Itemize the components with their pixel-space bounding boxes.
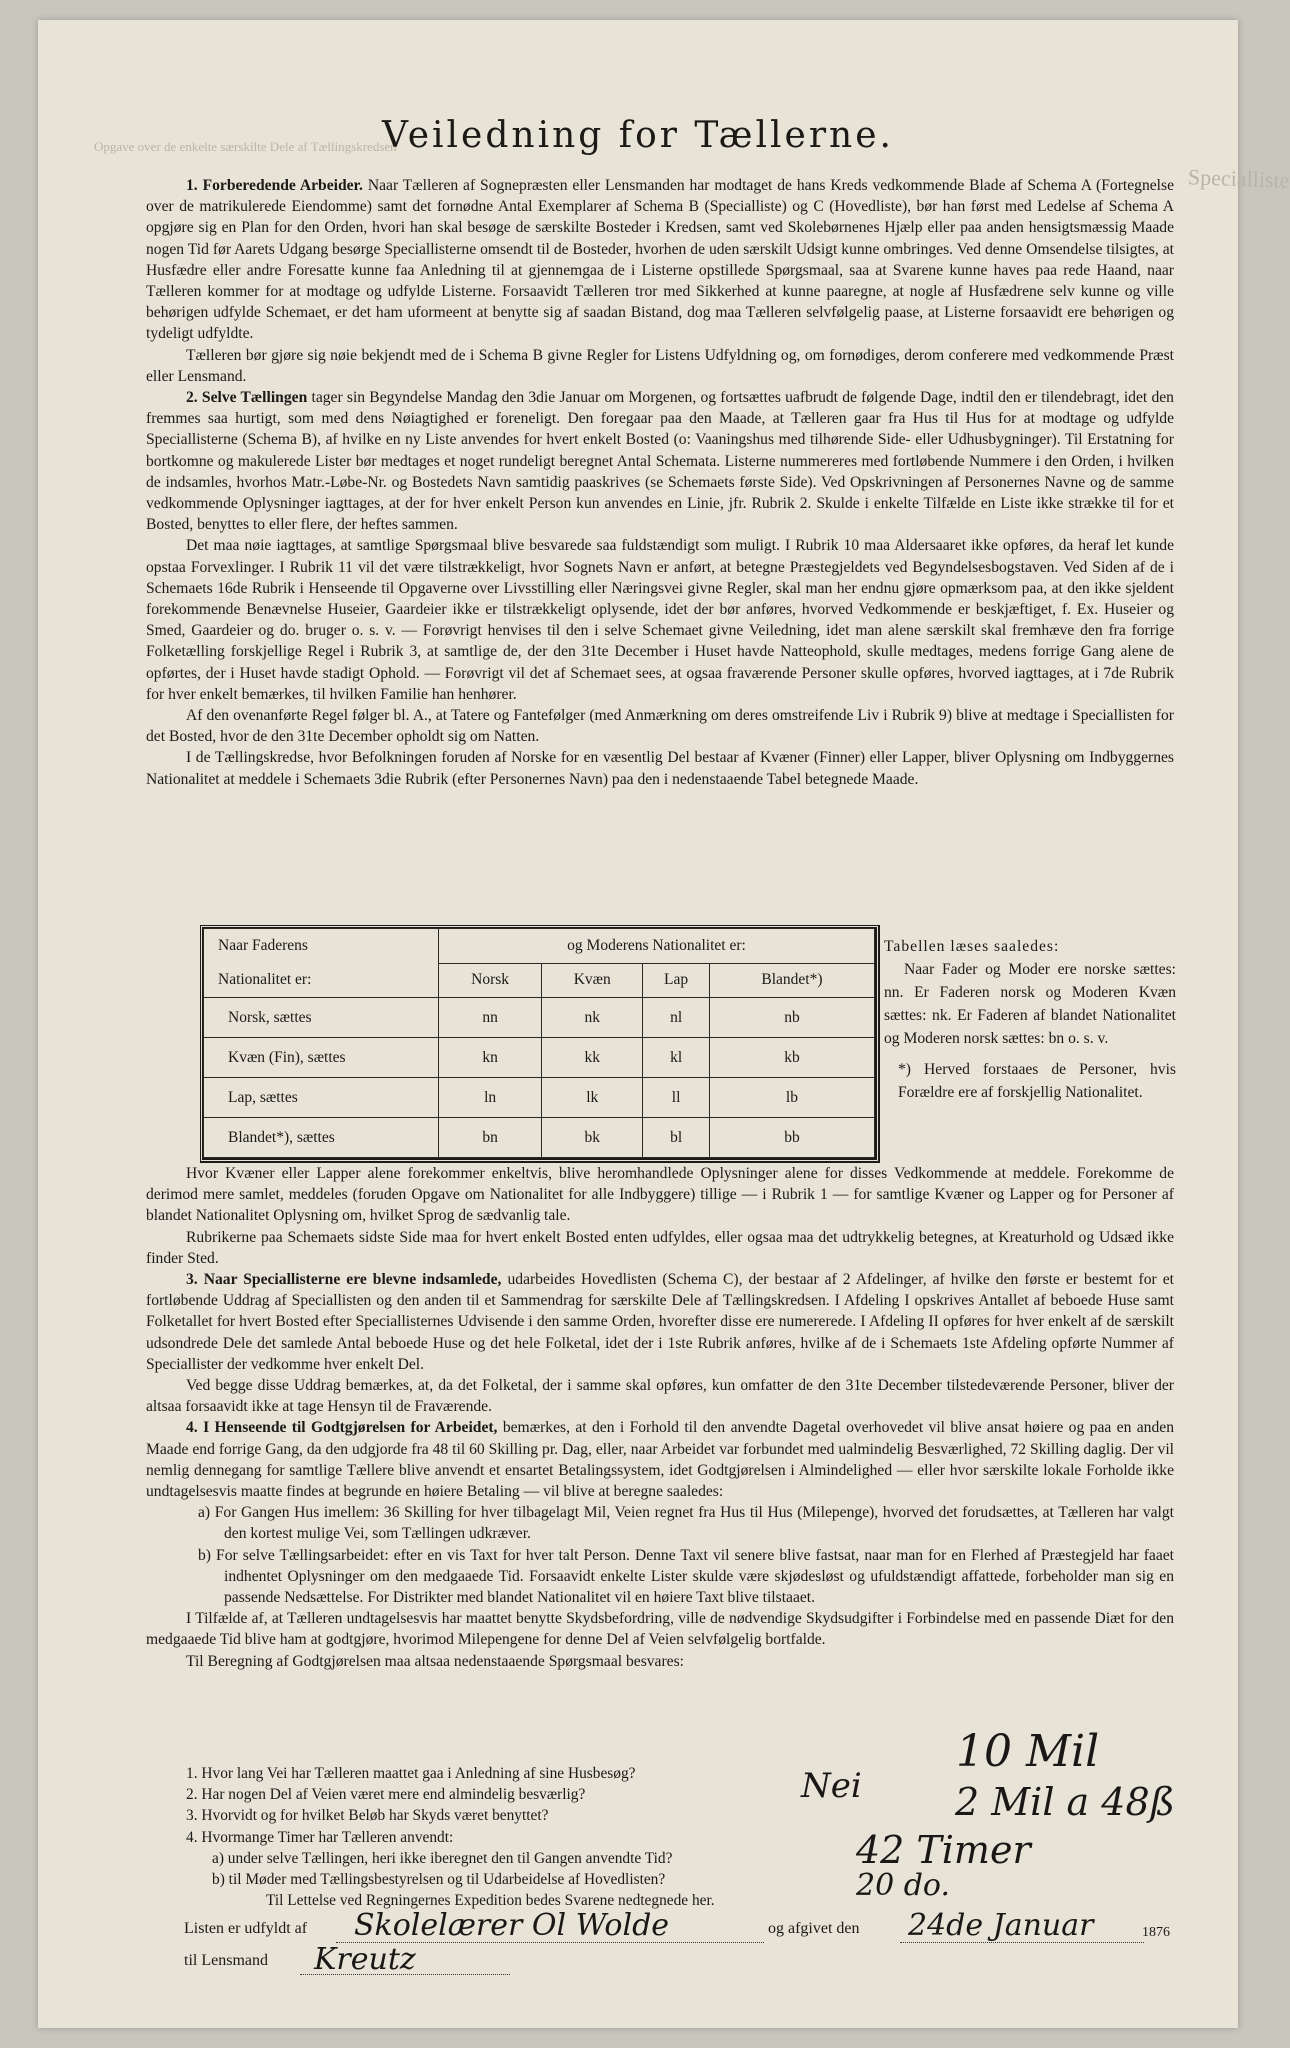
question: 4. Hvormange Timer har Tælleren anvendt: [186, 1828, 454, 1846]
answer-transport: 2 Mil a 48ß [955, 1780, 1176, 1824]
table-col-header: Blandet*) [709, 963, 874, 998]
table-cell: kb [709, 1038, 874, 1078]
paragraph-text: bemærkes, at den i Forhold til den anvendte Dagetal overhovedet vil blive ansat høiere og paa en anden Maade end forrige Gang, da den udgjorde fra 48 til 60 Skilling pr. Dag, eller, naar Arbeidet var forbundet med ualmindelig Besværlighed, 72 Skilling daglig. Der vil nemlig dennegang for samtlige Tællere blive anvendt et ensartet Betalingssystem, idet Godtgjørelsen i Almindelighed — eller hvor særskilte lokale Forholde ikke undtagelsesvis maatte findes at begrunde en høiere Betaling — vil blive at beregne saaledes: [146, 1419, 1174, 1501]
signature-lensmand: Kreutz [314, 1942, 416, 1977]
questions-list [186, 1763, 856, 1911]
date-handwritten: 24de Januar [908, 1908, 1094, 1943]
bleed-through-margin: Specialliste [1187, 164, 1290, 193]
answer-difficulty: Nei [801, 1766, 862, 1806]
row-label: Kvæn (Fin), sættes [204, 1038, 439, 1078]
paragraph-text: Naar Tælleren af Sognepræsten eller Lensmanden har modtaget de hans Kreds vedkommende Blade af Schema A (Fortegnelse over de matrikulerede Eiendomme) samt det fornødne Antal Exemplarer af Schema B (Specialliste) og C (Hovedliste), bør han først med Ledelse af Schema A opgjøre sig en Plan for den Orden, hvori han skal besøge de særskilte Bosteder i Kredsen, samt ved Skolebørnenes Hjælp eller paa anden hensigtsmæssig Maade nogen Tid før Aarets Udgang besørge Speciallisterne omsendt til de Bosteder, hvorhen de uden særskilt Udsigt kunne ombringes. Ved denne Omsendelse tilsigtes, at Husfædre eller andre Foresatte kunne faa Anledning til at gjennemgaa de i Listerne opstillede Spørgsmaal, saa at Svarene kunne haves paa rede Haand, naar Tælleren kommer for at modtage og udfylde Listerne. Forsaavidt Tælleren tror med Sikkerhed at kunne paaregne, at nogle af Husfædrene selv kunne og ville behørigen udfylde Schemaet, er det ham uformeent at benytte sig af saadan Bistand, dog maa Tælleren selvfølgelig paase, at Listerne forsaavidt ere behørigen og tydeligt udfyldte. [146, 177, 1174, 343]
question: b) til Møder med Tællingsbestyrelsen og til Udarbeidelse af Hovedlisten? [212, 1871, 666, 1889]
paragraph: Ved begge disse Uddrag bemærkes, at, da det Folketal, der i samme skal opføres, kun omfatter de den 31te December tilstedeværende Personer, bliver der altsaa forsaavidt ikke at tage Hensyn til de Fraværende. [146, 1377, 1174, 1416]
paragraph [146, 1417, 1174, 1502]
paragraph: Rubrikerne paa Schemaets sidste Side maa for hvert enkelt Bosted enten udfyldes, eller ogsaa maa det udtrykkelig betegnes, at Kreaturhold og Udsæd ikke finder Sted. [146, 1228, 1174, 1267]
table-cell: kn [439, 1038, 542, 1078]
closing-note: Til Lettelse ved Regningernes Expedition bedes Svarene nedtegnede her. [266, 1892, 715, 1910]
table-cell: kk [542, 1038, 643, 1078]
census-form-page [38, 20, 1290, 2028]
table-cell: nk [542, 998, 643, 1038]
section-heading: 2. Selve Tællingen [186, 389, 308, 407]
signature-filled-by: Skolelærer Ol Wolde [354, 1908, 670, 1943]
table-cell: lb [709, 1078, 874, 1118]
answer-distance: 10 Mil [956, 1726, 1100, 1777]
table-corner-bottom: Nationalitet er: [218, 971, 312, 988]
nationality-table [200, 925, 880, 1163]
section-main-list [146, 1163, 1174, 1672]
table-legend [884, 935, 1176, 1104]
table-cell: kl [643, 1038, 710, 1078]
table-cell: bl [643, 1118, 710, 1158]
answer-hours-counting: 42 Timer [856, 1828, 1031, 1872]
section-heading: 3. Naar Speciallisterne ere blevne indsamlede, [186, 1271, 502, 1289]
table-cell: ll [643, 1078, 710, 1118]
table-group-header: og Moderens Nationalitet er: [439, 929, 875, 964]
paragraph: Tælleren bør gjøre sig nøie bekjendt med de i Schema B givne Regler for Listens Udfyldning og, om fornødiges, derom conferere med vedkommende Præst eller Lensmand. [146, 346, 1174, 385]
table-corner [204, 929, 439, 998]
paragraph: I de Tællingskredse, hvor Befolkningen foruden af Norske for en væsentlig Del bestaar af Kvæner (Finner) eller Lapper, bliver Oplysning om Indbyggernes Nationalitet at meddele i Schemaets 3die Rubrik (efter Personernes Navn) paa den i nedenstaaende Tabel betegnede Maade. [146, 749, 1174, 788]
paragraph-text: tager sin Begyndelse Mandag den 3die Januar om Morgenen, og fortsættes uafbrudt de følgende Dage, indtil den er tilendebragt, idet den fremmes saa hurtigt, som med dens Nøiagtighed er foreneligt. Den foregaar paa den Maade, at Tælleren gaar fra Hus til Hus for at modtage og udfylde Speciallisterne (Schema B), af hvilke en ny Liste anvendes for hvert enkelt Bosted (o: Vaaningshus med tilhørende Side- eller Udhusbygninger). Til Erstatning for bortkomne og makulerede Lister bør medtages et noget rundeligt beregnet Antal Schemata. Listerne nummereres med fortløbende Nummere i den Orden, i hvilken de indsamles, hvorhos Matr.-Løbe-Nr. og Bostedets Navn samtidig paaskrives (se Schemaets første Side). Ved Opskrivningen af Personernes Navne og de samme vedkommende Oplysninger iagttages, at der for hver enkelt Person kun anvendes en Linie, jfr. Rubrik 2. Skulde i enkelte Tilfælde en Liste ikke strække til for et Bosted, benyttes to eller flere, der heftes sammen. [146, 389, 1174, 534]
table-cell: bk [542, 1118, 643, 1158]
table-cell: nb [709, 998, 874, 1038]
table-cell: nl [643, 998, 710, 1038]
row-label: Lap, sættes [204, 1078, 439, 1118]
delivered-label: og afgivet den [768, 1920, 860, 1937]
table-cell: bn [439, 1118, 542, 1158]
table-row [204, 1118, 875, 1158]
signature-line [184, 1920, 307, 1938]
question: 3. Hvorvidt og for hvilket Beløb har Skyds været benyttet? [186, 1807, 549, 1825]
paragraph [146, 1269, 1174, 1375]
paragraph: a) For Gangen Hus imellem: 36 Skilling for hver tilbagelagt Mil, Veien regnet fra Hus til Hus (Milepenge), hvorved det forudsættes, at Tælleren har valgt den kortest mulige Vei, som Tællingen udkræver. [198, 1504, 1174, 1543]
table-row [204, 998, 875, 1038]
to-label: til Lensmand [184, 1952, 268, 1969]
to-label-wrap [184, 1952, 268, 1970]
table-row [204, 1038, 875, 1078]
bleed-through-text: Opgave over de enkelte særskilte Dele af Tællingskredsen [94, 139, 397, 154]
table-col-header: Norsk [439, 963, 542, 998]
table-corner-top: Naar Faderens [218, 937, 308, 954]
table-col-header: Kvæn [542, 963, 643, 998]
table-cell: ln [439, 1078, 542, 1118]
filled-by-label: Listen er udfyldt af [184, 1920, 308, 1937]
section-preparatory [146, 175, 1174, 790]
paragraph: Af den ovenanførte Regel følger bl. A., at Tatere og Fantefølger (med Anmærkning om deres omstreifende Liv i Rubrik 9) blive at medtage i Speciallisten for det Bosted, hvor de den 31te December opholdt sig om Natten. [146, 707, 1174, 746]
table-col-header: Lap [643, 963, 710, 998]
table-row [204, 1078, 875, 1118]
table-cell: bb [709, 1118, 874, 1158]
legend-title: Tabellen læses saaledes: [884, 938, 1060, 955]
question: a) under selve Tællingen, heri ikke iberegnet den til Gangen anvendte Tid? [212, 1849, 673, 1867]
question: 2. Har nogen Del af Veien været mere end almindelig besværlig? [186, 1786, 586, 1804]
paragraph-text: udarbeides Hovedlisten (Schema C), der bestaar af 2 Afdelinger, af hvilke den første er bestemt for et fortløbende Uddrag af Speciallisten og den anden til et Sammendrag for særskilte Dele af Tællingskredsen. I Afdeling I opskrives Antallet af beboede Huse samt Folketallet for hvert Bosted efter Speciallisternes Udvisende i den samme Orden, hvorefter disse ere numererede. I Afdeling II opføres for hver enkelt af de særskilt udsondrede Dele det samlede Antal beboede Huse og det hele Folketal, idet der i 1ste Rubrik anføres, hvilke af de i Schemaets 1ste Afdeling opførte Nummer af Speciallister der vedkomme hver enkelt Del. [146, 1271, 1174, 1373]
legend-text: Naar Fader og Moder ere norske sættes: nn. Er Faderen norsk og Moderen Kvæn sættes: nk. Er Faderen af blandet Nationalitet og Moderen norsk sættes: bn o. s. v. [884, 961, 1176, 1047]
page-title: Veiledning for Tællerne. [382, 115, 894, 156]
paragraph: Hvor Kvæner eller Lapper alene forekommer enkeltvis, blive heromhandlede Oplysninger alene for disses Vedkommende at meddele. Forekomme de derimod mere samlet, meddeles (foruden Opgave om Nationalitet for alle Indbyggere) tillige — i Rubrik 1 — for samtlige Kvæner og Lapper og for Personer af blandet Nationalitet Oplysning om, hvilket Sprog de sædvanlig tale. [146, 1165, 1174, 1225]
section-heading: 4. I Henseende til Godtgjørelsen for Arbeidet, [186, 1419, 498, 1437]
row-label: Blandet*), sættes [204, 1118, 439, 1158]
paragraph [146, 175, 1174, 345]
table-cell: lk [542, 1078, 643, 1118]
answer-hours-meetings: 20 do. [856, 1868, 950, 1903]
section-heading: 1. Forberedende Arbeider. [186, 177, 363, 194]
paragraph [146, 387, 1174, 535]
paragraph: Til Beregning af Godtgjørelsen maa altsaa nedenstaaende Spørgsmaal besvares: [186, 1652, 684, 1670]
table-cell: nn [439, 998, 542, 1038]
question: 1. Hvor lang Vei har Tælleren maattet gaa i Anledning af sine Husbesøg? [186, 1765, 636, 1782]
row-label: Norsk, sættes [204, 998, 439, 1038]
paragraph: Det maa nøie iagttages, at samtlige Spørgsmaal blive besvarede saa fuldstændigt som muligt. I Rubrik 10 maa Aldersaaret ikke opføres, da heraf let kunde opstaa Forvexlinger. I Rubrik 11 vil det være tilstrækkeligt, hvor Sognets Navn er anført, at betegne Præstegjeldets ved Begyndelsesbogstaven. Ved Siden af de i Schemaets 16de Rubrik i Henseende til Opgaverne over Livsstilling eller Næringsvei givne Regler, skal man her endnu gjøre opmærksom paa, at den ikke sjeldent forekommende Benævnelse Huseier, Gaardeier ikke er tilstrækkeligt oplysende, idet der bør anføres, hvorved Vedkommende er beskjæftiget, f. Ex. Huseier og Smed, Gaardeier og do. bruger o. s. v. — Forøvrigt henvises til den i selve Schemaet givne Veiledning, idet man alene særskilt skal fremhæve den fra forrige Folketælling forskjellige Regel i Rubrik 3, at samtlige de, der den 31te December i Huset havde Natteophold, skulle medtages, medens forrige Gang alene de opførtes, der i Huset havde stadigt Ophold. — Forøvrigt vil det af Schemaet sees, at ogsaa fraværende Personer skulle opføres, hvorved iagttages, at i 7de Rubrik for hver enkelt bemærkes, til hvilken Familie han henhører. [146, 537, 1174, 703]
year: 1876 [1142, 1925, 1170, 1940]
paragraph: I Tilfælde af, at Tælleren undtagelsesvis har maattet benytte Skydsbefordring, ville de nødvendige Skydsudgifter i Forbindelse med en passende Diæt for den medgaaede Tid blive ham at godtgjøre, hvorimod Milepengene for denne Del af Veien selvfølgelig bortfalde. [146, 1610, 1174, 1649]
legend-footnote: *) Herved forstaaes de Personer, hvis Forældre ere af forskjellig Nationalitet. [898, 1061, 1176, 1101]
paragraph: b) For selve Tællingsarbeidet: efter en vis Taxt for hver talt Person. Denne Taxt vil senere blive fastsat, naar man for en Flerhed af Præstegjeld har faaet indhentet Oplysninger om den medgaaede Tid. Forsaavidt enkelte Lister skulde være skjødesløst og ufuldstændigt affattede, forbeholder man sig en passende Nedsættelse. For Distrikter med blandet Nationalitet vil en høiere Taxt blive tilstaaet. [198, 1546, 1174, 1607]
